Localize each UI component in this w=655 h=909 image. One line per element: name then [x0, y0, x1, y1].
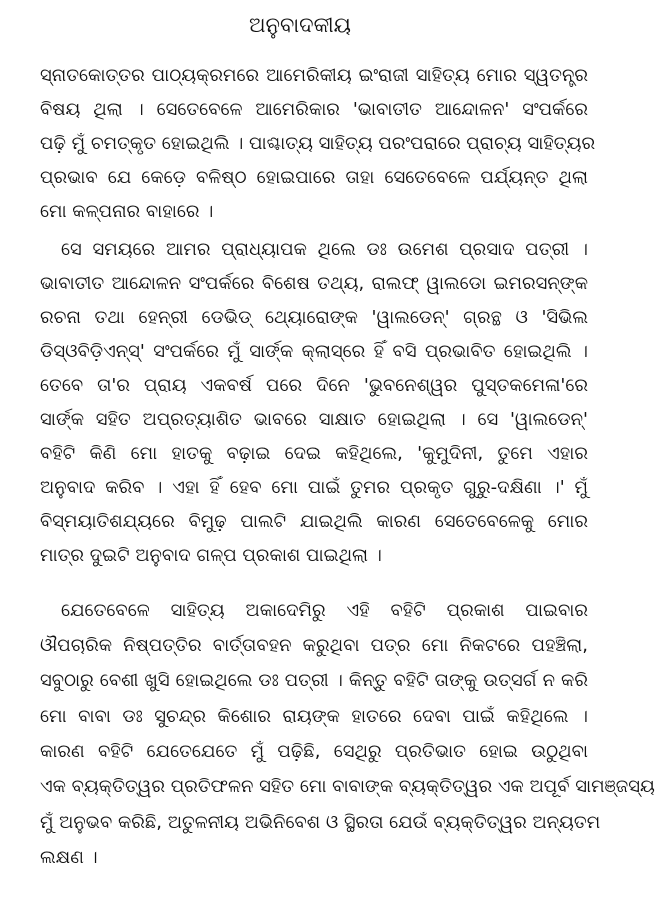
paragraph-1-line-3: ପଢ଼ି ମୁଁ ଚମତ୍କୃତ ହୋଇଥିଲି । ପାଶ୍ଚାତ୍ୟ ସାହିତ୍ୟ ପରଂପରାରେ ପ୍ରାଚ୍ୟ ସାହିତ୍ୟର: [40, 133, 596, 154]
paragraph-3-line-2: ଔପଚାରିକ ନିଷ୍ପତ୍ତିର ବାର୍ତ୍ତାବହନ କରୁଥିବା ପତ୍ର ମୋ ନିକଟରେ ପହଞ୍ଚିଲା,: [40, 635, 588, 656]
paragraph-2-line-10: ମାତ୍ର ଦୁଇଟି ଅନୁବାଦ ଗଳ୍ପ ପ୍ରକାଶ ପାଇଥିଲା ।: [40, 545, 382, 566]
paragraph-3-line-4: ମୋ ବାବା ଡଃ ସୁଚନ୍ଦ୍ର କିଶୋର ରାୟଙ୍କ ହାତରେ ଦେବା ପାଇଁ କହିଥିଲେ ।: [40, 706, 588, 727]
paragraph-2-line-9: ବିସ୍ମୟାତିଶଯ୍ୟରେ ବିମୁଢ଼ ପାଲଟି ଯାଇଥିଲି କାରଣ ସେତେବେଳେକୁ ମୋର: [40, 511, 588, 532]
paragraph-1-line-4: ପ୍ରଭାବ ଯେ କେଡ଼େ ବଳିଷ୍ଠ ହୋଇପାରେ ତାହା ସେତେବେଳେ ପର୍ଯ୍ୟନ୍ତ ଥିଲା: [40, 167, 588, 188]
paragraph-3-line-1: ଯେତେବେଳେ ସାହିତ୍ୟ ଅକାଦେମିରୁ ଏହି ବହିଟି ପ୍ରକାଶ ପାଇବାର: [61, 600, 588, 621]
paragraph-1-line-2: ବିଷୟ ଥିଲା । ସେତେବେଳେ ଆମେରିକାର 'ଭାବାତୀତ ଆନ୍ଦୋଳନ' ସଂପର୍କରେ: [40, 99, 588, 120]
paragraph-1-line-1: ସ୍ନାତକୋତ୍ତର ପାଠ୍ୟକ୍ରମରେ ଆମେରିକୀୟ ଇଂରାଜୀ ସାହିତ୍ୟ ମୋର ସ୍ୱତନ୍ତ୍ର: [40, 65, 588, 86]
paragraph-2-line-2: ଭାବାତୀତ ଆନ୍ଦୋଳନ ସଂପର୍କରେ ବିଶେଷ ତଥ୍ୟ, ରାଲଫ୍ ୱାଲଡୋ ଇମରସନ୍ଙ୍କ: [40, 273, 588, 294]
paragraph-3-line-5: କାରଣ ବହିଟି ଯେତେଯେତେ ମୁଁ ପଢ଼ିଛି, ସେଥିରୁ ପ୍ରତିଭାତ ହୋଇ ଉଠୁଥିବା: [40, 741, 588, 762]
paragraph-3-line-3: ସବୁଠାରୁ ବେଶୀ ଖୁସି ହୋଇଥିଲେ ଡଃ ପତ୍ରୀ । କିନ୍ତୁ ବହିଟି ତାଙ୍କୁ ଉତ୍ସର୍ଗ ନ କରି: [40, 670, 588, 691]
paragraph-2-line-5: ତେବେ ତା'ର ପ୍ରାୟ ଏକବର୍ଷ ପରେ ଦିନେ 'ଭୁବନେଶ୍ୱର ପୁସ୍ତକମେଳା'ରେ: [40, 375, 588, 396]
paragraph-3-line-6: ଏକ ବ୍ୟକ୍ତିତ୍ୱର ପ୍ରତିଫଳନ ସହିତ ମୋ ବାବାଙ୍କ ବ୍ୟକ୍ତିତ୍ୱର ଏକ ଅପୂର୍ବ ସାମଞ୍ଜସ୍ୟ: [40, 776, 655, 797]
paragraph-3-line-8: ଲକ୍ଷଣ ।: [40, 847, 98, 868]
paragraph-2-line-4: ଡିସ୍ଓବିଡ଼ିଏନ୍ସ୍' ସଂପର୍କରେ ମୁଁ ସାର୍ଙ୍କ କ୍ଲାସ୍ରେ ହିଁ ବସି ପ୍ରଭାବିତ ହୋଇଥିଲି ।: [40, 341, 588, 362]
paragraph-2-line-1: ସେ ସମୟରେ ଆମର ପ୍ରାଧ୍ୟାପକ ଥିଲେ ଡଃ ଉମେଶ ପ୍ରସାଦ ପତ୍ରୀ ।: [61, 239, 588, 260]
paragraph-2-line-3: ରଚନା ତଥା ହେନ୍ରୀ ଡେଭିଡ୍ ଥ୍ୟୋରୋଙ୍କ 'ୱାଲଡେନ୍' ଗ୍ରନ୍ଥ ଓ 'ସିଭିଲ: [40, 307, 588, 328]
paragraph-1-line-5: ମୋ କଳ୍ପନାର ବାହାରେ ।: [40, 201, 214, 222]
paragraph-3-line-7: ମୁଁ ଅନୁଭବ କରିଛି, ଅତୁଳନୀୟ ଅଭିନିବେଶ ଓ ସ୍ଥିରତା ଯେଉଁ ବ୍ୟକ୍ତିତ୍ୱର ଅନ୍ୟତମ: [40, 812, 601, 833]
paragraph-2-line-8: ଅନୁବାଦ କରିବ । ଏହା ହିଁ ହେବ ମୋ ପାଇଁ ତୁମର ପ୍ରକୃତ ଗୁରୁ-ଦକ୍ଷିଣା ।' ମୁଁ: [40, 477, 588, 498]
paragraph-2-line-7: ବହିଟି କିଣି ମୋ ହାତକୁ ବଢ଼ାଇ ଦେଇ କହିଥିଲେ, 'କୁମୁଦିନୀ, ତୁମେ ଏହାର: [40, 443, 588, 464]
page-title: ଅନୁବାଦକୀୟ: [248, 13, 352, 37]
paragraph-2-line-6: ସାର୍ଙ୍କ ସହିତ ଅପ୍ରତ୍ୟାଶିତ ଭାବରେ ସାକ୍ଷାତ ହୋଇଥିଲା । ସେ 'ୱାଲଡେନ୍': [40, 409, 588, 430]
